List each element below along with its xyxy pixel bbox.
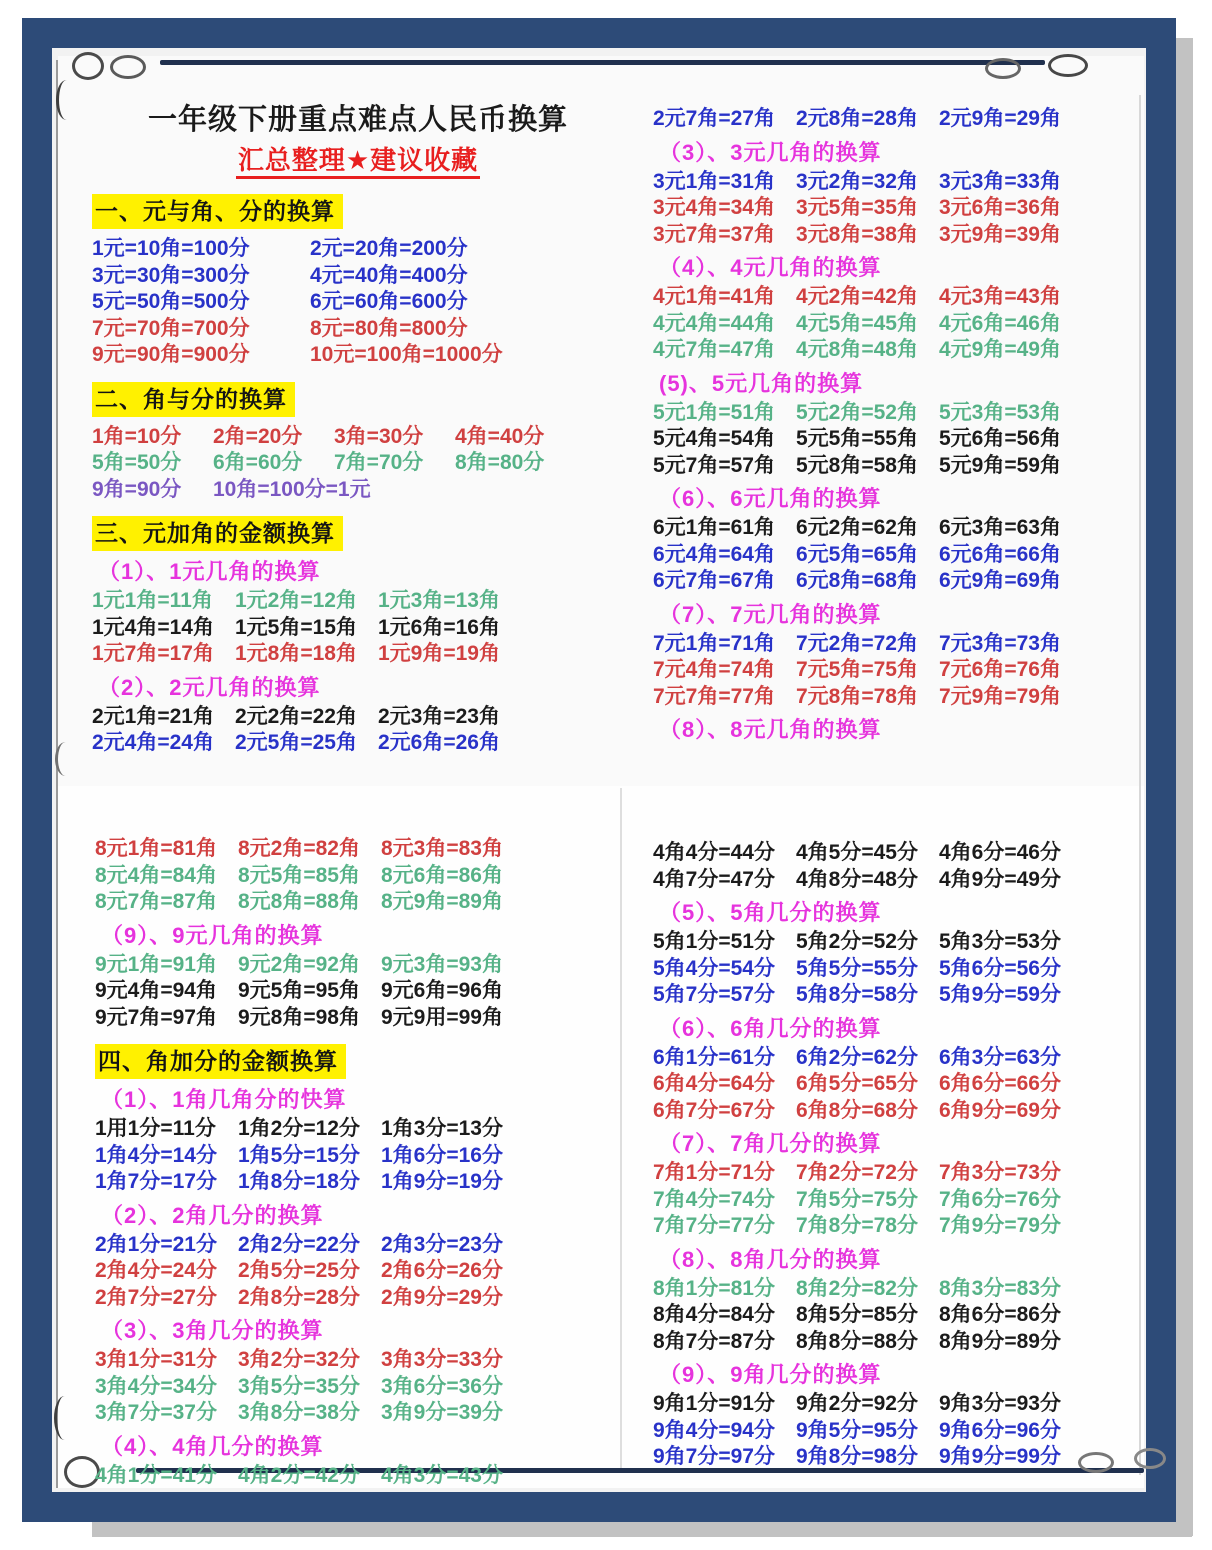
equation: 6元3角=63角 [939, 516, 1061, 539]
equation: 6角3分=63分 [939, 1045, 1061, 1069]
equation: 1元5角=15角 [235, 615, 357, 639]
equation: 5角1分=51分 [653, 930, 775, 953]
subsection-header: （8）、8角几分的换算 [659, 1246, 882, 1272]
equation-row [653, 1071, 1131, 1098]
equation: 2角1分=21分 [95, 1232, 217, 1256]
equation: 2元7角=27角 [653, 107, 775, 130]
equation: 1元8角=18角 [235, 642, 357, 665]
equation: 4元2角=42角 [796, 285, 918, 308]
section-header: 四、角加分的金额换算 [95, 1044, 346, 1079]
equation: 8角=80分 [455, 451, 545, 474]
equation-row [653, 867, 1131, 894]
equation: 9角6分=96分 [939, 1418, 1061, 1442]
equation: 9角=90分 [92, 477, 182, 501]
subsection-header: （4）、4元几角的换算 [659, 255, 882, 280]
equation: 7元7角=77角 [653, 684, 775, 708]
equation: 4角1分=41分 [95, 1463, 217, 1487]
equation: 7元8角=78角 [796, 684, 918, 708]
equation: 1角9分=19分 [381, 1170, 503, 1193]
subsection-header: （7）、7角几分的换算 [659, 1131, 882, 1156]
equation: 5角2分=52分 [796, 930, 918, 953]
equation: 3角=30分 [334, 424, 424, 448]
equation: 5元6角=56角 [939, 427, 1061, 450]
equation-row [653, 1276, 1131, 1303]
equation-row [95, 863, 627, 890]
equation: 1元7角=17角 [92, 642, 214, 665]
equation: 8角9分=89分 [939, 1329, 1061, 1353]
equation: 7角8分=78分 [796, 1214, 918, 1237]
equation: 7角2分=72分 [796, 1161, 918, 1184]
equation: 6角8分=68分 [796, 1098, 918, 1122]
equation: 7角3分=73分 [939, 1161, 1061, 1184]
equation: 1角3分=13分 [381, 1117, 503, 1140]
equation-row [653, 311, 1131, 338]
equation: 2角6分=26分 [381, 1259, 503, 1282]
doc-subtitle [92, 144, 624, 181]
equation: 5元3角=53角 [939, 400, 1061, 424]
equation: 5元4角=54角 [653, 427, 775, 450]
equation-row [653, 1418, 1131, 1445]
equation: 3角5分=35分 [238, 1374, 360, 1398]
scan-arc-mark [54, 1396, 75, 1440]
section-header-row [95, 1044, 627, 1080]
equation-row [653, 568, 1131, 595]
equation-row [95, 1169, 627, 1196]
equation: 2元2角=22角 [235, 704, 357, 728]
equation: 6角1分=61分 [653, 1045, 775, 1069]
equation-row [653, 1444, 1131, 1471]
doc-title: 一年级下册重点难点人民币换算 [147, 104, 568, 136]
section-header-row [92, 382, 624, 418]
equation: 9元8角=98角 [238, 1005, 360, 1029]
equation: 4元5角=45角 [796, 311, 918, 335]
section-header: 一、元与角、分的换算 [92, 194, 343, 229]
equation-row [653, 222, 1131, 249]
equation-row [653, 284, 1131, 311]
subsection-header: （9）、9元几角的换算 [101, 922, 324, 948]
equation: 10元=100角=1000分 [310, 343, 503, 366]
equation: 2元3角=23角 [378, 704, 500, 728]
equation-row [95, 1463, 627, 1490]
equation: 8角2分=82分 [796, 1276, 918, 1300]
paper-edge-line-right [1139, 95, 1141, 1475]
equation: 1角=10分 [92, 424, 182, 448]
equation: 3元6角=36角 [939, 196, 1061, 219]
equation: 6元5角=65角 [796, 542, 918, 566]
subsection-header: （5）、5角几分的换算 [659, 900, 882, 925]
equation: 8角8分=88分 [796, 1329, 918, 1353]
equation: 4角3分=43分 [381, 1463, 503, 1487]
equation: 2角5分=25分 [238, 1259, 360, 1282]
equation-row [92, 588, 624, 615]
subsection-header: （1）、1角几角分的快算 [101, 1087, 347, 1112]
equation: 2元9角=29角 [939, 107, 1061, 130]
equation-row [653, 1187, 1131, 1214]
equation: 10角=100分=1元 [213, 477, 371, 501]
equation: 5角5分=55分 [796, 956, 918, 980]
equation-row [653, 169, 1131, 196]
equation-row [92, 316, 624, 343]
equation: 9角2分=92分 [796, 1392, 918, 1415]
equation-row [653, 982, 1131, 1009]
scan-line-top [160, 60, 1045, 65]
equation: 6角4分=64分 [653, 1072, 775, 1095]
equation: 1元2角=12角 [235, 589, 357, 612]
equation: 8元5角=85角 [238, 863, 360, 887]
equation: 3元=30角=300分 [92, 263, 250, 287]
equation-row [95, 952, 627, 979]
equation-row [653, 1098, 1131, 1125]
equation: 7角=70分 [334, 451, 424, 474]
equation: 3角7分=37分 [95, 1401, 217, 1424]
equation: 2元5角=25角 [235, 731, 357, 754]
equation: 9元=90角=900分 [92, 343, 250, 366]
binder-ring-icon [1048, 54, 1088, 77]
equation: 6角5分=65分 [796, 1072, 918, 1095]
equation: 6角9分=69分 [939, 1098, 1061, 1122]
equation: 3角4分=34分 [95, 1374, 217, 1398]
binder-ring-icon [110, 55, 146, 79]
equation: 9角3分=93分 [939, 1392, 1061, 1415]
equation-row [653, 426, 1131, 453]
equation: 1用1分=11分 [95, 1117, 216, 1140]
subsection-header: （4）、4角几分的换算 [101, 1433, 324, 1459]
equation: 9元2角=92角 [238, 952, 360, 976]
equation: 5元=50角=500分 [92, 290, 250, 313]
subsection-header: （7）、7元几角的换算 [659, 601, 882, 627]
equation: 9元9用=99角 [381, 1005, 503, 1029]
equation: 7元9角=79角 [939, 684, 1061, 708]
equation: 7角1分=71分 [653, 1161, 775, 1184]
equation: 5元5角=55角 [796, 427, 918, 450]
equation-row [653, 684, 1131, 711]
equation: 7元=70角=700分 [92, 316, 250, 340]
subsection-header: （2）、2元几角的换算 [98, 674, 321, 700]
equation: 7元3角=73角 [939, 631, 1061, 655]
equation-row [92, 477, 624, 504]
equation: 1元1角=11角 [92, 589, 213, 612]
equation-row [92, 615, 624, 642]
equation: 5元2角=52角 [796, 400, 918, 424]
equation: 8元8角=88角 [238, 890, 360, 913]
subsection-header: （1）、1元几角的换算 [98, 559, 321, 584]
equation-row [95, 1116, 627, 1143]
equation: 6元7角=67角 [653, 569, 775, 592]
binder-ring-icon [1134, 1448, 1166, 1469]
equation: 4角9分=49分 [939, 867, 1061, 891]
equation: 7元6角=76角 [939, 658, 1061, 681]
equation: 1角2分=12分 [238, 1117, 360, 1140]
equation: 6角=60分 [213, 451, 303, 474]
scan-arc-mark [55, 742, 76, 776]
equation: 6元8角=68角 [796, 569, 918, 592]
equation: 9角8分=98分 [796, 1445, 918, 1468]
equation: 6角2分=62分 [796, 1045, 918, 1069]
doc-subtitle-text: 汇总整理★建议收藏 [236, 145, 480, 179]
equation-row [653, 106, 1131, 133]
equation: 8元=80角=800分 [310, 316, 468, 340]
section-header: 三、元加角的金额换算 [92, 516, 343, 551]
equation-row [653, 400, 1131, 427]
section-header-row [92, 516, 624, 552]
subsection-header: （8）、8元几角的换算 [659, 717, 882, 742]
equation: 6元1角=61角 [653, 516, 775, 539]
equation: 6元4角=64角 [653, 542, 775, 566]
equation: 4角2分=42分 [238, 1463, 360, 1487]
subsection-header: （6）、6元几角的换算 [659, 486, 882, 511]
equation: 6元6角=66角 [939, 542, 1061, 566]
equation-row [653, 195, 1131, 222]
equation: 3元1角=31角 [653, 169, 775, 193]
equation: 3元2角=32角 [796, 169, 918, 193]
section-header: 二、角与分的换算 [92, 382, 295, 417]
equation: 3角8分=38分 [238, 1401, 360, 1424]
equation-row [653, 1045, 1131, 1072]
equation: 3元7角=37角 [653, 222, 775, 246]
subsection-header: （2）、2角几分的换算 [101, 1202, 324, 1228]
equation: 2元1角=21角 [92, 704, 214, 728]
equation-row [95, 1374, 627, 1401]
equation: 8元3角=83角 [381, 837, 503, 860]
equation: 3角2分=32分 [238, 1348, 360, 1371]
page1-left-column [92, 98, 624, 757]
equation: 2元8角=28角 [796, 107, 918, 130]
equation: 9角7分=97分 [653, 1445, 775, 1468]
equation: 9元5角=95角 [238, 979, 360, 1002]
frame-shadow-bottom [92, 1522, 1192, 1537]
equation-row [653, 515, 1131, 542]
subsection-header: （6）、6角几分的换算 [659, 1015, 882, 1041]
equation: 8角5分=85分 [796, 1303, 918, 1326]
subsection-header: (5)、5元几角的换算 [659, 370, 864, 396]
equation: 2角=20分 [213, 424, 303, 448]
equation-row [95, 1285, 627, 1312]
equation: 2元4角=24角 [92, 731, 214, 754]
equation: 4元8角=48角 [796, 338, 918, 361]
equation: 1角4分=14分 [95, 1143, 217, 1167]
equation: 4元4角=44角 [653, 311, 775, 335]
equation-row [95, 1005, 627, 1032]
equation: 1角6分=16分 [381, 1143, 503, 1167]
equation-row [92, 236, 624, 263]
equation: 4角7分=47分 [653, 867, 775, 891]
equation: 6角6分=66分 [939, 1072, 1061, 1095]
equation: 5角7分=57分 [653, 983, 775, 1006]
equation: 5角=50分 [92, 451, 182, 474]
equation-row [95, 1347, 627, 1374]
equation-row [92, 704, 624, 731]
equation: 9角9分=99分 [939, 1445, 1061, 1468]
equation-row [95, 889, 627, 916]
equation: 8角1分=81分 [653, 1276, 775, 1300]
equation: 9元1角=91角 [95, 952, 217, 976]
equation: 1元3角=13角 [378, 589, 500, 612]
equation: 8元9角=89角 [381, 890, 503, 913]
equation-row [653, 337, 1131, 364]
page1-right-column [653, 106, 1131, 746]
equation: 1角7分=17分 [95, 1170, 217, 1193]
equation: 2角9分=29分 [381, 1285, 503, 1309]
equation: 3元5角=35角 [796, 196, 918, 219]
equation: 1角5分=15分 [238, 1143, 360, 1167]
equation: 5角4分=54分 [653, 956, 775, 980]
equation: 4角=40分 [455, 424, 545, 448]
equation-row [92, 342, 624, 369]
paper-edge-line-left [56, 60, 58, 1488]
equation-row [653, 840, 1131, 867]
equation-row [92, 289, 624, 316]
equation: 3角1分=31分 [95, 1348, 217, 1371]
equation: 9元4角=94角 [95, 979, 217, 1002]
binder-ring-icon [985, 58, 1021, 79]
equation: 8元1角=81角 [95, 837, 217, 860]
equation-row [653, 929, 1131, 956]
equation: 5元7角=57角 [653, 453, 775, 477]
equation: 6元2角=62角 [796, 516, 918, 539]
equation: 7角4分=74分 [653, 1187, 775, 1211]
equation: 4角4分=44分 [653, 841, 775, 864]
equation: 4元1角=41角 [653, 285, 775, 308]
equation: 3元8角=38角 [796, 222, 918, 246]
equation: 8元4角=84角 [95, 863, 217, 887]
equation: 2元=20角=200分 [310, 237, 468, 260]
equation: 1元=10角=100分 [92, 237, 250, 260]
equation: 8角6分=86分 [939, 1303, 1061, 1326]
subsection-header: （3）、3元几角的换算 [659, 139, 882, 165]
equation: 2角7分=27分 [95, 1285, 217, 1309]
equation: 4元6角=46角 [939, 311, 1061, 335]
equation: 8角4分=84分 [653, 1303, 775, 1326]
equation: 5角8分=58分 [796, 983, 918, 1006]
equation-row [653, 1213, 1131, 1240]
equation-row [653, 956, 1131, 983]
equation-row [95, 1400, 627, 1427]
equation: 3角6分=36分 [381, 1374, 503, 1398]
equation: 4元3角=43角 [939, 285, 1061, 308]
equation-row [653, 1302, 1131, 1329]
equation: 4角5分=45分 [796, 841, 918, 864]
equation: 9角4分=94分 [653, 1418, 775, 1442]
equation-row [653, 1391, 1131, 1418]
equation: 4元7角=47角 [653, 338, 775, 361]
equation: 6元=60角=600分 [310, 290, 468, 313]
equation: 9角1分=91分 [653, 1392, 775, 1415]
equation: 4角8分=48分 [796, 867, 918, 891]
equation: 7元5角=75角 [796, 658, 918, 681]
equation: 5角9分=59分 [939, 983, 1061, 1006]
equation: 2元6角=26角 [378, 731, 500, 754]
equation-row [92, 641, 624, 668]
equation-row [92, 424, 624, 451]
equation-row [653, 631, 1131, 658]
equation: 3元9角=39角 [939, 222, 1061, 246]
equation-row [653, 1329, 1131, 1356]
equation: 7角6分=76分 [939, 1187, 1061, 1211]
equation: 7元1角=71角 [653, 631, 775, 655]
equation-row [95, 836, 627, 863]
equation-row [92, 730, 624, 757]
equation: 4元=40角=400分 [310, 263, 468, 287]
equation: 9元7角=97角 [95, 1005, 217, 1029]
equation-row [95, 1258, 627, 1285]
equation: 8角3分=83分 [939, 1276, 1061, 1300]
section-header-row [92, 194, 624, 230]
equation-row [95, 978, 627, 1005]
equation: 3角9分=39分 [381, 1401, 503, 1424]
equation: 4元9角=49角 [939, 338, 1061, 361]
equation: 8元7角=87角 [95, 890, 217, 913]
page2-right-column [653, 840, 1131, 1471]
equation: 1元4角=14角 [92, 615, 214, 639]
equation: 1角8分=18分 [238, 1170, 360, 1193]
binder-ring-icon [72, 52, 104, 80]
equation-row [653, 1160, 1131, 1187]
equation: 7角5分=75分 [796, 1187, 918, 1211]
scan-arc-mark [56, 80, 77, 120]
equation: 2角4分=24分 [95, 1259, 217, 1282]
equation-row [653, 542, 1131, 569]
equation: 8元6角=86角 [381, 863, 503, 887]
equation: 5元9角=59角 [939, 453, 1061, 477]
equation: 5元8角=58角 [796, 453, 918, 477]
subsection-header: （9）、9角几分的换算 [659, 1362, 882, 1387]
equation-row [653, 657, 1131, 684]
equation: 2角2分=22分 [238, 1232, 360, 1256]
equation: 9元3角=93角 [381, 952, 503, 976]
equation: 2角8分=28分 [238, 1285, 360, 1309]
equation-row [95, 1143, 627, 1170]
equation: 8角7分=87分 [653, 1329, 775, 1353]
equation-row [653, 453, 1131, 480]
equation: 6角7分=67分 [653, 1098, 775, 1122]
equation: 7角7分=77分 [653, 1214, 775, 1237]
equation: 8元2角=82角 [238, 837, 360, 860]
equation-row [92, 263, 624, 290]
equation: 5角6分=56分 [939, 956, 1061, 980]
subsection-header: （3）、3角几分的换算 [101, 1318, 324, 1343]
equation: 3元4角=34角 [653, 196, 775, 219]
equation: 3角3分=33分 [381, 1348, 503, 1371]
equation: 7角9分=79分 [939, 1214, 1061, 1237]
equation-row [95, 1232, 627, 1259]
equation: 7元2角=72角 [796, 631, 918, 655]
equation: 9元6角=96角 [381, 979, 503, 1002]
equation: 1元6角=16角 [378, 615, 500, 639]
equation: 1元9角=19角 [378, 642, 500, 665]
equation: 2角3分=23分 [381, 1232, 503, 1256]
equation: 7元4角=74角 [653, 658, 775, 681]
equation: 3元3角=33角 [939, 169, 1061, 193]
equation: 9角5分=95分 [796, 1418, 918, 1442]
frame-shadow-right [1176, 38, 1193, 1536]
equation: 5角3分=53分 [939, 930, 1061, 953]
equation: 4角6分=46分 [939, 841, 1061, 864]
equation: 5元1角=51角 [653, 400, 775, 424]
equation-row [92, 450, 624, 477]
page2-left-column [95, 836, 627, 1489]
equation: 6元9角=69角 [939, 569, 1061, 592]
